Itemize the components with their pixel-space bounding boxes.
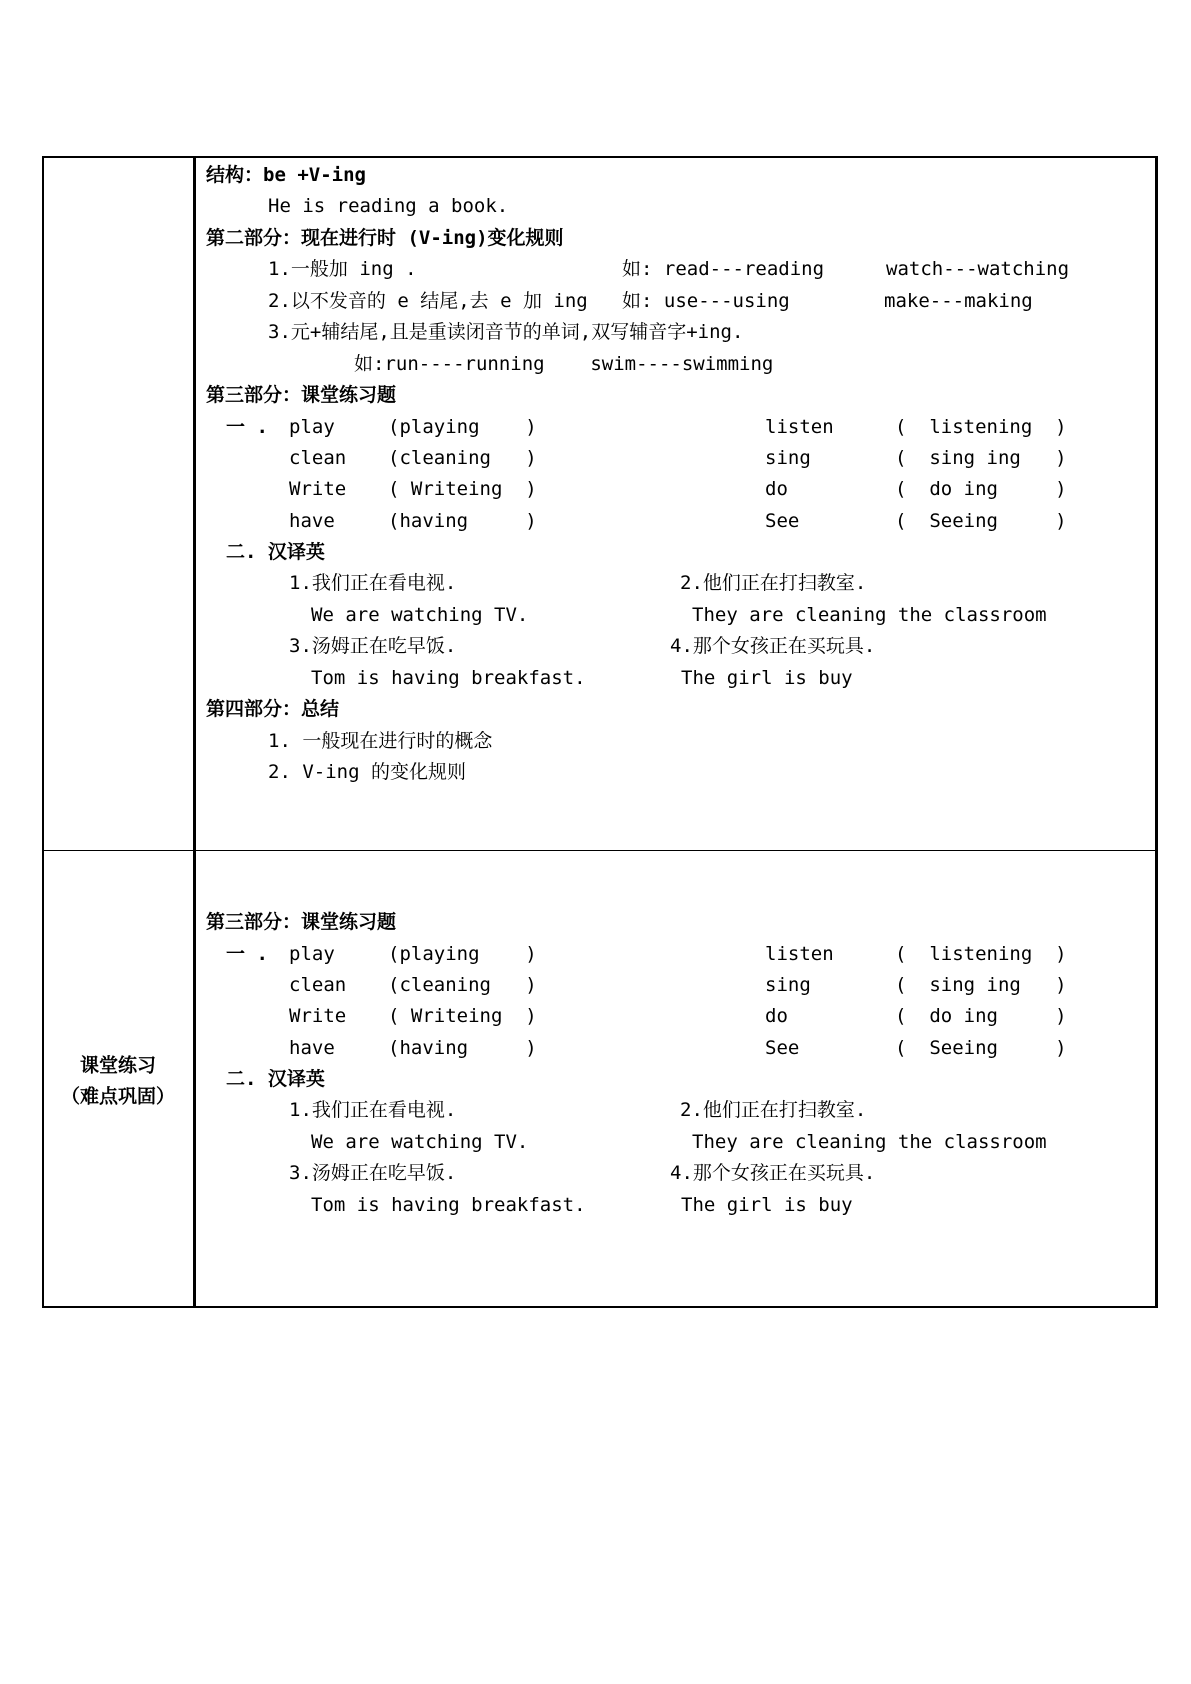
exercise-1-marker: 一 .	[226, 416, 268, 438]
translation-answer: They are cleaning the classroom	[692, 1131, 1047, 1153]
verb-word: have	[289, 1037, 335, 1059]
verb-answer: ( sing ing )	[895, 447, 1067, 469]
exercise-2-heading: 二. 汉译英	[226, 1068, 325, 1090]
rule-1: 1.一般加 ing .	[268, 258, 417, 280]
verb-answer: ( do ing )	[895, 1005, 1067, 1027]
verb-word: have	[289, 510, 335, 532]
verb-answer: ( Seeing )	[895, 510, 1067, 532]
translation-question: 1.我们正在看电视.	[289, 572, 457, 594]
exercise-1-marker: 一 .	[226, 943, 268, 965]
table-top-border	[42, 156, 1157, 158]
translation-answer: The girl is buy	[681, 1194, 853, 1216]
verb-answer: ( Writeing )	[388, 478, 537, 500]
translation-answer: They are cleaning the classroom	[692, 604, 1047, 626]
table-left-border	[42, 156, 44, 1308]
translation-answer: Tom is having breakfast.	[311, 1194, 586, 1216]
part2-heading: 第二部分：现在进行时 (V-ing)变化规则	[206, 227, 564, 249]
rule-2-example-1: 如: use---using	[622, 290, 790, 312]
verb-word: clean	[289, 974, 347, 996]
verb-word: play	[289, 416, 335, 438]
verb-word: listen	[765, 416, 834, 438]
verb-word: do	[765, 478, 788, 500]
verb-answer: ( sing ing )	[895, 974, 1067, 996]
rule-2-example-2: make---making	[884, 290, 1033, 312]
translation-question: 3.汤姆正在吃早饭.	[289, 1162, 457, 1184]
summary-item: 1. 一般现在进行时的概念	[268, 730, 493, 752]
translation-question: 4.那个女孩正在买玩具.	[670, 635, 876, 657]
rule-2: 2.以不发音的 e 结尾,去 e 加 ing	[268, 290, 588, 312]
verb-answer: ( listening )	[895, 943, 1067, 965]
table-row-divider	[42, 850, 1157, 851]
table-right-border	[1155, 156, 1158, 1308]
verb-word: Write	[289, 1005, 347, 1027]
verb-word: See	[765, 510, 800, 532]
structure-line: 结构：be +V-ing	[206, 164, 366, 186]
row-label-subtitle: （难点巩固）	[60, 1085, 176, 1108]
rule-1-example-2: watch---watching	[886, 258, 1070, 280]
verb-answer: ( Seeing )	[895, 1037, 1067, 1059]
verb-answer: ( Writeing )	[388, 1005, 537, 1027]
translation-question: 4.那个女孩正在买玩具.	[670, 1162, 876, 1184]
translation-question: 3.汤姆正在吃早饭.	[289, 635, 457, 657]
verb-answer: (playing )	[388, 943, 537, 965]
translation-question: 2.他们正在打扫教室.	[680, 1099, 867, 1121]
verb-word: sing	[765, 447, 811, 469]
translation-answer: Tom is having breakfast.	[311, 667, 586, 689]
table-bottom-border	[42, 1306, 1157, 1308]
translation-answer: We are watching TV.	[311, 1131, 529, 1153]
verb-word: listen	[765, 943, 834, 965]
translation-question: 1.我们正在看电视.	[289, 1099, 457, 1121]
structure-example: He is reading a book.	[268, 195, 509, 217]
table-column-divider	[193, 156, 196, 1308]
row-label-title: 课堂练习	[79, 1054, 157, 1077]
translation-question: 2.他们正在打扫教室.	[680, 572, 867, 594]
rule-1-example-1: 如: read---reading	[622, 258, 825, 280]
verb-word: play	[289, 943, 335, 965]
verb-answer: (having )	[388, 1037, 537, 1059]
verb-answer: ( do ing )	[895, 478, 1067, 500]
translation-answer: We are watching TV.	[311, 604, 529, 626]
part3-heading: 第三部分：课堂练习题	[206, 384, 397, 406]
verb-word: do	[765, 1005, 788, 1027]
part4-heading: 第四部分：总结	[206, 698, 340, 720]
rule-3: 3.元+辅结尾,且是重读闭音节的单词,双写辅音字+ing.	[268, 321, 744, 343]
verb-answer: (cleaning )	[388, 974, 537, 996]
summary-item: 2. V-ing 的变化规则	[268, 761, 466, 783]
exercise-2-heading: 二. 汉译英	[226, 541, 325, 563]
part3-heading: 第三部分：课堂练习题	[206, 911, 397, 933]
verb-word: clean	[289, 447, 347, 469]
verb-answer: (having )	[388, 510, 537, 532]
verb-word: sing	[765, 974, 811, 996]
rule-3-example: 如:run----running swim----swimming	[354, 353, 774, 375]
verb-answer: (playing )	[388, 416, 537, 438]
verb-word: See	[765, 1037, 800, 1059]
verb-answer: ( listening )	[895, 416, 1067, 438]
verb-answer: (cleaning )	[388, 447, 537, 469]
verb-word: Write	[289, 478, 347, 500]
translation-answer: The girl is buy	[681, 667, 853, 689]
